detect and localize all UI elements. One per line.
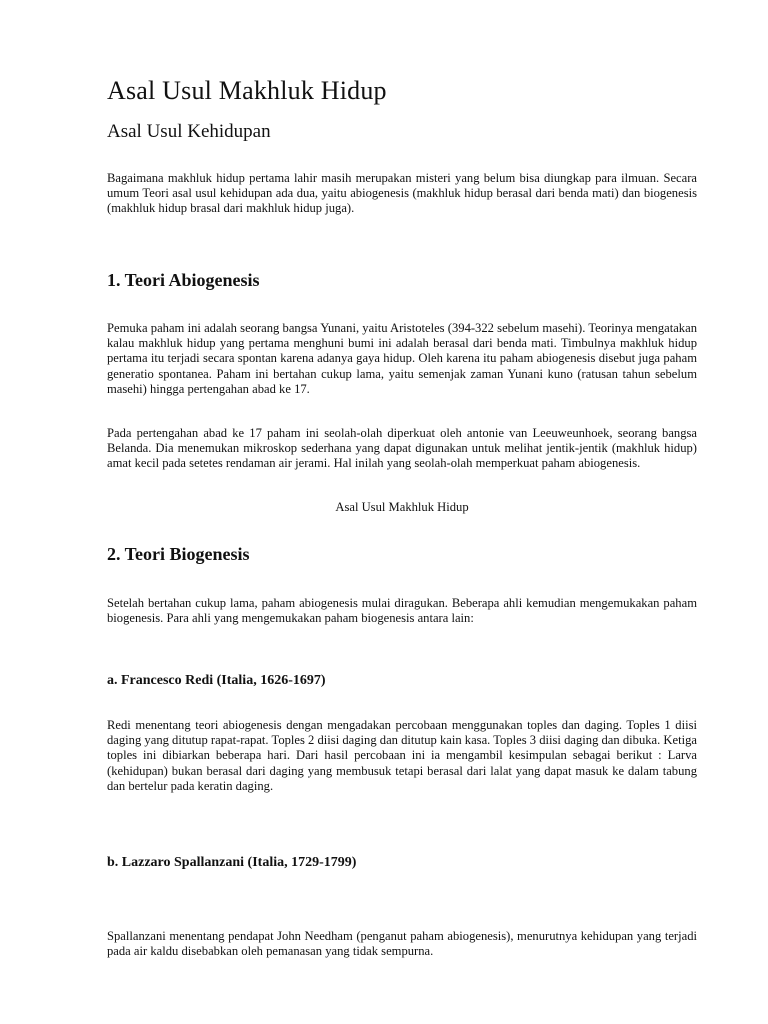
biogenesis-paragraph: Setelah bertahan cukup lama, paham abiogenesis mulai diragukan. Beberapa ahli kemudian mengemukakan paham biogenesis. Para ahli yang mengemukakan paham biogenesis antara lain: <box>107 596 697 626</box>
section-heading-biogenesis: 2. Teori Biogenesis <box>107 544 250 564</box>
subheading-spallanzani: b. Lazzaro Spallanzani (Italia, 1729-1799) <box>107 855 357 870</box>
intro-paragraph: Bagaimana makhluk hidup pertama lahir masih merupakan misteri yang belum bisa diungkap para ilmuan. Secara umum Teori asal usul kehidupan ada dua, yaitu abiogenesis (makhluk hidup berasal dari benda mati) dan biogenesis (makhluk hidup brasal dari makhluk hidup juga). <box>107 171 697 216</box>
page-title: Asal Usul Makhluk Hidup <box>107 76 387 105</box>
abiogenesis-paragraph-2: Pada pertengahan abad ke 17 paham ini seolah-olah diperkuat oleh antonie van Leeuweunhoek, seorang bangsa Belanda. Dia menemukan mikroskop sederhana yang dapat digunakan untuk melihat jentik-jentik (makhluk hidup) amat kecil pada setetes rendaman air jerami. Hal inilah yang seolah-olah memperkuat paham abiogenesis. <box>107 426 697 471</box>
image-caption: Asal Usul Makhluk Hidup <box>335 500 469 514</box>
abiogenesis-paragraph-1: Pemuka paham ini adalah seorang bangsa Yunani, yaitu Aristoteles (394-322 sebelum masehi). Teorinya mengatakan kalau makhluk hidup yang pertama menghuni bumi ini adalah berasal dari benda mati. Timbulnya makhluk hidup pertama itu terjadi secara spontan karena adanya gaya hidup. Oleh karena itu paham abiogenesis disebut juga paham generatio spontanea. Paham ini bertahan cukup lama, yaitu semenjak zaman Yunani kuno (ratusan tahun sebelum masehi) hingga pertengahan abad ke 17. <box>107 321 697 396</box>
redi-paragraph: Redi menentang teori abiogenesis dengan mengadakan percobaan menggunakan toples dan daging. Toples 1 diisi daging yang ditutup rapat-rapat. Toples 2 diisi daging dan ditutup kain kasa. Toples 3 diisi daging dan dibuka. Ketiga toples ini dibiarkan beberapa hari. Dari hasil percobaan ini ia mengambil kesimpulan sebagai berikut : Larva (kehidupan) bukan berasal dari daging yang membusuk tetapi berasal dari lalat yang dapat masuk ke dalam tabung dan bertelur pada keratin daging. <box>107 718 697 793</box>
section-heading-abiogenesis: 1. Teori Abiogenesis <box>107 270 260 290</box>
subheading-redi: a. Francesco Redi (Italia, 1626-1697) <box>107 673 326 688</box>
spallanzani-paragraph: Spallanzani menentang pendapat John Needham (penganut paham abiogenesis), menurutnya kehidupan yang terjadi pada air kaldu disebabkan oleh pemanasan yang tidak sempurna. <box>107 929 697 959</box>
page-subtitle: Asal Usul Kehidupan <box>107 121 271 142</box>
